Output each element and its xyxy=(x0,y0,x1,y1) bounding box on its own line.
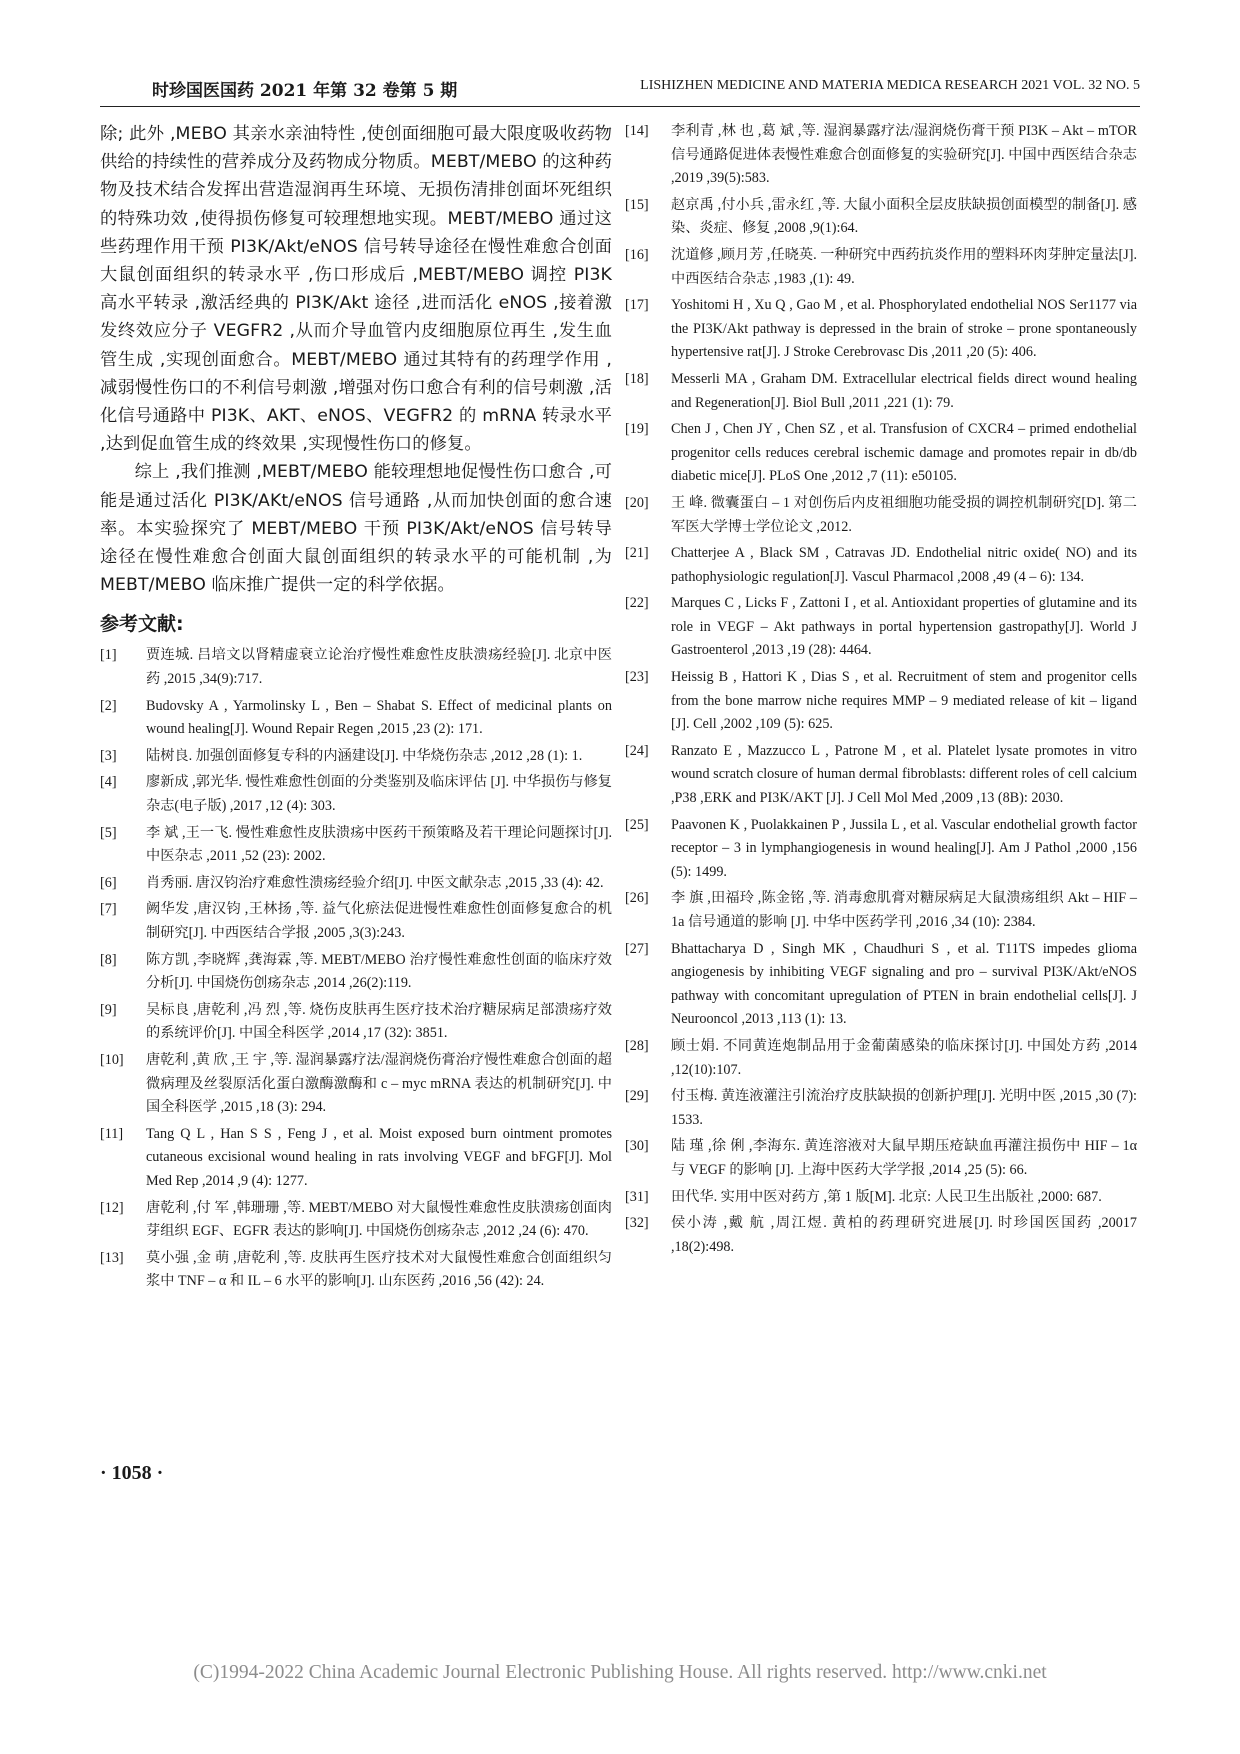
reference-item xyxy=(625,740,1137,811)
reference-number: [26] xyxy=(625,890,649,907)
reference-text: 陆 瑾 ,徐 俐 ,李海东. 黄连溶液对大鼠早期压疮缺血再灌注损伤中 HIF – 1α 与 VEGF 的影响 [J]. 上海中医药大学学报 ,2014 ,25 (5): 66. xyxy=(671,1138,1137,1178)
reference-number: [13] xyxy=(100,1249,124,1266)
reference-number: [11] xyxy=(100,1125,124,1142)
journal-title-cn: 时珍国医国药 2021 年第 32 卷第 5 期 xyxy=(152,81,458,101)
reference-item xyxy=(625,592,1137,663)
reference-text: 廖新成 ,郭光华. 慢性难愈性创面的分类鉴别及临床评估 [J]. 中华损伤与修复杂志(电子版) ,2017 ,12 (4): 303. xyxy=(146,774,612,815)
reference-item xyxy=(625,418,1137,489)
reference-number: [14] xyxy=(625,123,649,139)
reference-text: 顾士娟. 不同黄连炮制品用于金葡菌感染的临床探讨[J]. 中国处方药 ,2014 ,12(10):107. xyxy=(671,1037,1137,1078)
reference-number: [3] xyxy=(100,747,117,764)
reference-list-left xyxy=(100,644,612,1293)
reference-item xyxy=(100,949,612,996)
reference-item xyxy=(100,695,612,742)
reference-text: Budovsky A , Yarmolinsky L , Ben – Shabat S. Effect of medicinal plants on wound healing[J]. Wound Repair Regen ,2015 ,23 (2): 171. xyxy=(146,697,612,738)
reference-item xyxy=(625,1035,1137,1082)
reference-item xyxy=(100,771,612,818)
reference-text: 吴标良 ,唐乾利 ,冯 烈 ,等. 烧伤皮肤再生医疗技术治疗糖尿病足部溃疡疗效的系统评价[J]. 中国全科医学 ,2014 ,17 (32): 3851. xyxy=(146,1001,612,1042)
reference-text: 侯小涛 ,戴 航 ,周江煜. 黄柏的药理研究进展[J]. 时珍国医国药 ,20017 ,18(2):498. xyxy=(671,1215,1137,1255)
reference-text: Chatterjee A , Black SM , Catravas JD. Endothelial nitric oxide( NO) and its pathophysiologic regulation[J]. Vascul Pharmacol ,2008 ,49 (4 – 6): 134. xyxy=(671,545,1137,585)
reference-text: 沈道修 ,顾月芳 ,任晓英. 一种研究中西药抗炎作用的塑料环肉芽肿定量法[J]. 中西医结合杂志 ,1983 ,(1): 49. xyxy=(671,246,1137,287)
reference-text: 阙华发 ,唐汉钧 ,王林扬 ,等. 益气化瘀法促进慢性难愈性创面修复愈合的机制研究[J]. 中西医结合学报 ,2005 ,3(3):243. xyxy=(146,901,612,941)
reference-list-right xyxy=(625,120,1137,1259)
reference-number: [24] xyxy=(625,742,649,759)
reference-item xyxy=(625,194,1137,241)
reference-text: Marques C , Licks F , Zattoni I , et al. Antioxidant properties of glutamine and its role in VEGF – Akt pathways in portal hypertension gastropathy[J]. World J Gastroenterol ,2013 ,19 (28): 4464. xyxy=(671,595,1137,659)
right-column xyxy=(625,120,1137,1262)
reference-text: Bhattacharya D , Singh MK , Chaudhuri S , et al. T11TS impedes glioma angiogenesis by inhibiting VEGF signaling and pro – survival PI3K/Akt/eNOS pathway with concomitant upregulation of PTEN in brain endothelial cells[J]. J Neurooncol ,2013 ,113 (1): 13. xyxy=(671,940,1137,1028)
reference-number: [20] xyxy=(625,494,649,511)
reference-item xyxy=(100,745,612,769)
reference-item xyxy=(625,1186,1137,1210)
reference-text: 陈方凯 ,李晓辉 ,龚海霖 ,等. MEBT/MEBO 治疗慢性难愈性创面的临床疗效分析[J]. 中国烧伤创疡杂志 ,2014 ,26(2):119. xyxy=(146,951,612,992)
reference-number: [16] xyxy=(625,246,649,263)
reference-text: 贾连城. 吕培文以肾精虚衰立论治疗慢性难愈性皮肤溃疡经验[J]. 北京中医药 ,2015 ,34(9):717. xyxy=(146,647,612,688)
reference-item xyxy=(625,666,1137,737)
reference-number: [1] xyxy=(100,647,117,664)
reference-number: [5] xyxy=(100,824,117,841)
reference-number: [21] xyxy=(625,545,649,562)
reference-number: [7] xyxy=(100,901,117,918)
reference-text: Yoshitomi H , Xu Q , Gao M , et al. Phosphorylated endothelial NOS Ser1177 via the PI3K/Akt pathway is depressed in the brain of stroke – prone spontaneously hypertensive rat[J]. J Stroke Cerebrovasc Dis ,2011 ,20 (5): 406. xyxy=(671,297,1137,361)
reference-number: [32] xyxy=(625,1215,649,1232)
reference-item xyxy=(625,120,1137,191)
reference-text: Chen J , Chen JY , Chen SZ , et al. Transfusion of CXCR4 – primed endothelial progenitor cells reduces cerebral ischemic damage and promotes repair in db/db diabetic mice[J]. PLoS One ,2012 ,7 (11): e50105. xyxy=(671,421,1137,485)
reference-text: 付玉梅. 黄连液灌注引流治疗皮肤缺损的创新护理[J]. 光明中医 ,2015 ,30 (7): 1533. xyxy=(671,1088,1137,1128)
reference-text: Paavonen K , Puolakkainen P , Jussila L , et al. Vascular endothelial growth factor receptor – 3 in lymphangiogenesis in wound healing[J]. Am J Pathol ,2000 ,156 (5): 1499. xyxy=(671,816,1137,880)
reference-number: [4] xyxy=(100,774,117,791)
reference-item xyxy=(100,898,612,945)
reference-number: [6] xyxy=(100,874,117,891)
reference-text: Messerli MA , Graham DM. Extracellular electrical fields direct wound healing and Regeneration[J]. Biol Bull ,2011 ,221 (1): 79. xyxy=(671,370,1137,411)
reference-item xyxy=(100,1049,612,1120)
reference-item xyxy=(100,999,612,1046)
reference-item xyxy=(100,1197,612,1244)
reference-text: 赵京禹 ,付小兵 ,雷永红 ,等. 大鼠小面积全层皮肤缺损创面模型的制备[J]. 感染、炎症、修复 ,2008 ,9(1):64. xyxy=(671,196,1137,237)
reference-text: Tang Q L , Han S S , Feng J , et al. Moist exposed burn ointment promotes cutaneous excisional wound healing in rats involving VEGF and bFGF[J]. Mol Med Rep ,2014 ,9 (4): 1277. xyxy=(146,1125,612,1189)
reference-text: 李 斌 ,王一飞. 慢性难愈性皮肤溃疡中医药干预策略及若干理论问题探讨[J]. 中医杂志 ,2011 ,52 (23): 2002. xyxy=(146,824,612,865)
reference-number: [29] xyxy=(625,1088,649,1105)
body-paragraph-2: 综上 ,我们推测 ,MEBT/MEBO 能较理想地促慢性伤口愈合 ,可能是通过活化 PI3K/AKt/eNOS 信号通路 ,从而加快创面的愈合速率。本实验探究了 MEBT/MEBO 干预 PI3K/Akt/eNOS 信号转导途径在慢性难愈合创面大鼠创面组织的转录水平的可能机制 ,为 MEBT/MEBO 临床推广提供一定的科学依据。 xyxy=(100,462,612,596)
reference-item xyxy=(625,492,1137,539)
reference-text: 陆树良. 加强创面修复专科的内涵建设[J]. 中华烧伤杂志 ,2012 ,28 (1): 1. xyxy=(146,747,583,764)
reference-item xyxy=(625,814,1137,885)
reference-item xyxy=(625,294,1137,365)
left-column xyxy=(100,120,612,1297)
reference-item xyxy=(625,1085,1137,1132)
reference-number: [19] xyxy=(625,421,649,438)
reference-text: 肖秀丽. 唐汉钧治疗难愈性溃疡经验介绍[J]. 中医文献杂志 ,2015 ,33 (4): 42. xyxy=(146,874,604,891)
page-number: · 1058 · xyxy=(100,1462,164,1484)
reference-number: [27] xyxy=(625,940,649,957)
reference-number: [23] xyxy=(625,669,649,686)
reference-text: 莫小强 ,金 萌 ,唐乾利 ,等. 皮肤再生医疗技术对大鼠慢性难愈合创面组织匀浆中 TNF – α 和 IL – 6 水平的影响[J]. 山东医药 ,2016 ,56 (42): 24. xyxy=(146,1249,612,1290)
reference-text: Ranzato E , Mazzucco L , Patrone M , et al. Platelet lysate promotes in vitro wound scratch closure of human dermal fibroblasts: different roles of cell calcium ,P38 ,ERK and PI3K/AKT [J]. J Cell Mol Med ,2009 ,13 (8B): 2030. xyxy=(671,742,1137,807)
reference-item xyxy=(100,644,612,691)
reference-number: [31] xyxy=(625,1188,649,1205)
reference-number: [17] xyxy=(625,297,649,314)
reference-item xyxy=(625,1212,1137,1259)
reference-number: [22] xyxy=(625,595,649,612)
reference-number: [10] xyxy=(100,1051,124,1068)
reference-item xyxy=(625,1135,1137,1182)
reference-number: [30] xyxy=(625,1138,649,1155)
reference-item xyxy=(625,938,1137,1032)
reference-number: [8] xyxy=(100,951,117,968)
reference-text: 李利青 ,林 也 ,葛 斌 ,等. 湿润暴露疗法/湿润烧伤膏干预 PI3K – Akt – mTOR 信号通路促进体表慢性难愈合创面修复的实验研究[J]. 中国中西医结合杂志 ,2019 ,39(5):583. xyxy=(671,123,1137,187)
reference-number: [28] xyxy=(625,1037,649,1054)
reference-number: [2] xyxy=(100,697,117,714)
reference-item xyxy=(100,1247,612,1294)
reference-item xyxy=(100,822,612,869)
journal-title-en: LISHIZHEN MEDICINE AND MATERIA MEDICA RESEARCH 2021 VOL. 32 NO. 5 xyxy=(640,78,1140,93)
references-heading: 参考文献: xyxy=(100,613,184,636)
reference-text: 李 旗 ,田福玲 ,陈金铭 ,等. 消毒愈肌膏对糖尿病足大鼠溃疡组织 Akt – HIF – 1a 信号通道的影响 [J]. 中华中医药学刊 ,2016 ,34 (10): 2384. xyxy=(671,890,1137,930)
reference-item xyxy=(625,368,1137,415)
reference-number: [12] xyxy=(100,1199,124,1216)
reference-item xyxy=(625,542,1137,589)
reference-item xyxy=(625,244,1137,291)
reference-text: 唐乾利 ,付 军 ,韩珊珊 ,等. MEBT/MEBO 对大鼠慢性难愈性皮肤溃疡创面肉芽组织 EGF、EGFR 表达的影响[J]. 中国烧伤创疡杂志 ,2012 ,24 (6): 470. xyxy=(146,1199,612,1240)
running-header xyxy=(100,72,1140,107)
copyright-footer: (C)1994-2022 China Academic Journal Electronic Publishing House. All rights reserved. http://www.cnki.net xyxy=(193,1662,1047,1683)
body-paragraph-1: 除; 此外 ,MEBO 其亲水亲油特性 ,使创面细胞可最大限度吸收药物供给的持续性的营养成分及药物成分物质。MEBT/MEBO 的这种药物及技术结合发挥出营造湿润再生环境、无损伤清排创面坏死组织的特殊功效 ,使得损伤修复可较理想地实现。MEBT/MEBO 通过这些药理作用干预 PI3K/Akt/eNOS 信号转导途径在慢性难愈合创面大鼠创面组织的转录水平 ,伤口形成后 ,MEBT/MEBO 调控 PI3K 高水平转录 ,激活经典的 PI3K/Akt 途径 ,进而活化 eNOS ,接着激发终效应分子 VEGFR2 ,从而介导血管内皮细胞原位再生 ,发生血管生成 ,实现创面愈合。MEBT/MEBO 通过其特有的药理学作用 ,减弱慢性伤口的不利信号刺激 ,增强对伤口愈合有利的信号刺激 ,活化信号通路中 PI3K、AKT、eNOS、VEGFR2 的 mRNA 转录水平 ,达到促血管生成的终效果 ,实现慢性伤口的修复。 xyxy=(100,124,612,455)
reference-text: 田代华. 实用中医对药方 ,第 1 版[M]. 北京: 人民卫生出版社 ,2000: 687. xyxy=(671,1188,1102,1205)
reference-number: [9] xyxy=(100,1001,117,1018)
reference-text: Heissig B , Hattori K , Dias S , et al. Recruitment of stem and progenitor cells from the bone marrow niche requires MMP – 9 mediated release of kit – ligand [J]. Cell ,2002 ,109 (5): 625. xyxy=(671,669,1137,733)
reference-number: [18] xyxy=(625,370,649,387)
reference-number: [25] xyxy=(625,816,649,833)
reference-text: 唐乾利 ,黄 欣 ,王 宇 ,等. 湿润暴露疗法/湿润烧伤膏治疗慢性难愈合创面的超微病理及丝裂原活化蛋白激酶激酶和 c – myc mRNA 表达的机制研究[J]. 中国全科医学 ,2015 ,18 (3): 294. xyxy=(146,1051,612,1116)
reference-text: 王 峰. 微囊蛋白 – 1 对创伤后内皮祖细胞功能受损的调控机制研究[D]. 第二军医大学博士学位论文 ,2012. xyxy=(671,494,1137,535)
reference-item xyxy=(100,1123,612,1194)
reference-item xyxy=(625,887,1137,934)
reference-item xyxy=(100,872,612,896)
reference-number: [15] xyxy=(625,196,649,213)
